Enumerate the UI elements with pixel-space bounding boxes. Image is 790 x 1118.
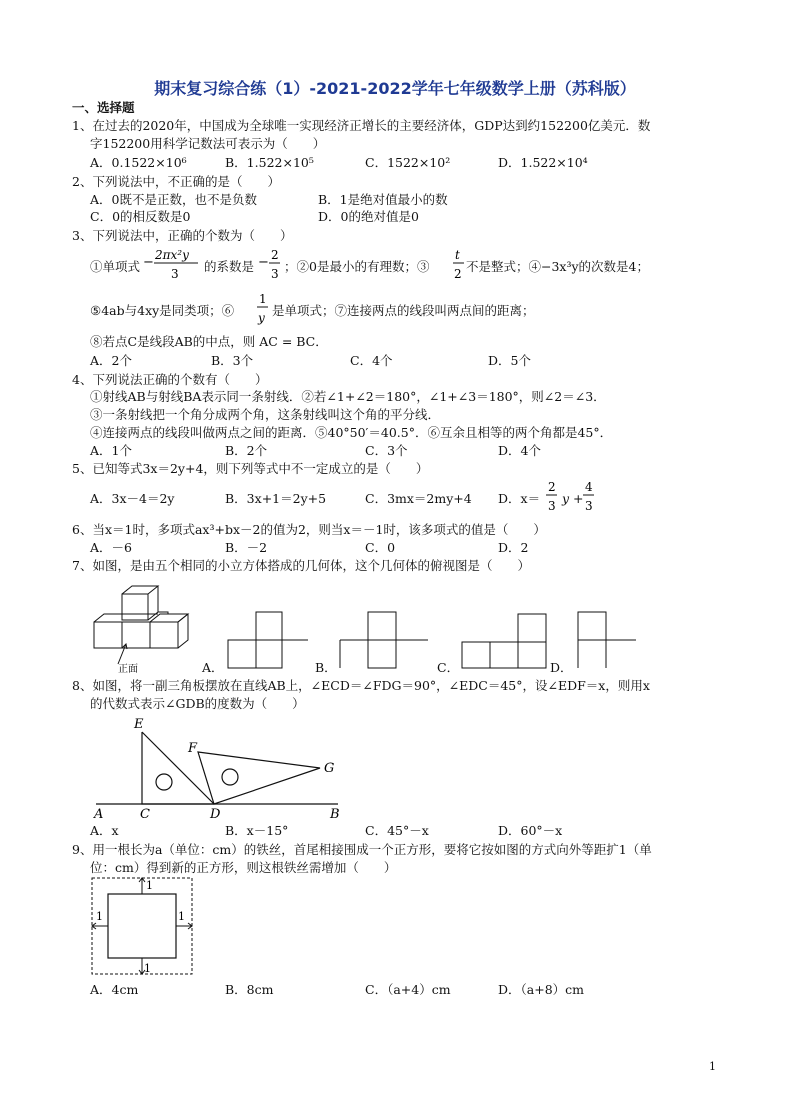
q1-option-b: B．1.522×10⁵ [225,155,314,170]
q3-fraction-t-over-2 [452,246,466,290]
svg-text:B: B [330,807,340,822]
svg-text:1: 1 [144,962,151,975]
q6-line1: 6、当x＝1时，多项式ax³+bx－2的值为2，则当x＝－1时，该多项式的值是（ ） [72,522,546,537]
svg-text:2: 2 [548,480,556,494]
q9-line1: 9、用一根长为a（单位：cm）的铁丝，首尾相接围成一个正方形，要将它按如图的方式向外等距扩1（单 [72,842,652,857]
q2-line1: 2、下列说法中，不正确的是（ ） [72,174,280,189]
q3-line1: 3、下列说法中，正确的个数为（ ） [72,228,293,243]
q7-option-d: D． [550,660,573,675]
q7-option-b: B． [315,660,337,675]
q7-option-c-figure [462,612,552,672]
q9-option-a: A．4cm [90,982,139,997]
q8-line2: 的代数式表示∠GDB的度数为（ ） [90,696,305,711]
q5-fraction-2-over-3 [545,478,559,522]
q1-option-d: D．1.522×10⁴ [498,155,588,170]
q6-option-c: C．0 [365,540,396,555]
q8-line1: 8、如图，将一副三角板摆放在直线AB上，∠ECD＝∠FDG＝90°，∠EDC＝45°，设∠EDF＝x，则用x [72,678,650,693]
q3-option-a: A．2个 [90,353,132,368]
q5-option-c: C．3mx＝2my+4 [365,491,472,506]
q3-statement1d: ；②0是最小的有理数；③ [284,259,430,274]
q9-option-d: D．（a+8）cm [498,982,585,997]
q4-option-c: C．3个 [365,443,408,458]
q1-line2: 字152200用科学记数法可表示为（ ） [90,136,326,151]
q1-line1: 1、在过去的2020年，中国成为全球唯一实现经济正增长的主要经济体，GDP达到约152200亿美元．数 [72,118,651,133]
q7-option-a-figure [228,612,312,672]
svg-text:3: 3 [271,267,279,281]
q2-option-a: A．0既不是正数，也不是负数 [90,192,257,207]
q4-line4: ④连接两点的线段叫做两点之间的距离．⑤40°50′＝40.5°．⑥互余且相等的两个角都是45°． [90,425,613,440]
svg-text:G: G [324,761,335,776]
svg-text:−: − [258,255,269,270]
q7-option-d-figure [578,612,642,672]
q3-statement2a: ⑤4ab与4xy是同类项；⑥ [90,303,235,318]
q4-line1: 4、下列说法正确的个数有（ ） [72,372,268,387]
q3-fraction-1-over-y [256,290,270,334]
q5-line1: 5、已知等式3x＝2y+4，则下列等式中不一定成立的是（ ） [72,461,429,476]
svg-text:y: y [258,311,265,325]
q5-option-d-prefix: D．x＝ [498,491,541,506]
svg-text:3: 3 [585,499,593,513]
q3-option-c: C．4个 [350,353,393,368]
q8-option-a: A．x [90,823,119,838]
q7-line1: 7、如图，是由五个相同的小立方体搭成的几何体，这个几何体的俯视图是（ ） [72,558,530,573]
q5-option-b: B．3x+1＝2y+5 [225,491,327,506]
svg-text:4: 4 [585,480,593,494]
svg-text:E: E [134,717,144,732]
q4-option-d: D．4个 [498,443,541,458]
front-view-label: 正面 [118,664,138,675]
q4-line3: ③一条射线把一个角分成两个角，这条射线叫这个角的平分线． [90,407,441,422]
q5-option-a: A．3x－4＝2y [90,491,175,506]
q9-option-b: B．8cm [225,982,274,997]
page-title: 期末复习综合练（1）-2021-2022学年七年级数学上册（苏科版） [154,79,636,98]
svg-text:1: 1 [146,879,153,892]
q3-option-d: D．5个 [488,353,531,368]
q5-option-d-mid: y + [562,491,584,506]
q3-statement1a: ①单项式 [90,259,141,274]
q7-option-c: C． [437,660,460,675]
q3-fraction-coefficient [143,246,203,290]
svg-text:2: 2 [454,267,462,281]
svg-text:1: 1 [178,910,185,923]
q3-statement2c: 是单项式；⑦连接两点的线段叫两点间的距离； [272,303,535,318]
q8-option-c: C．45°－x [365,823,429,838]
q7-cube-figure [88,584,208,674]
q4-option-b: B．2个 [225,443,268,458]
svg-text:−: − [143,255,154,270]
q9-square-figure [90,876,198,978]
svg-text:C: C [140,807,150,822]
q8-option-b: B．x－15° [225,823,289,838]
q7-option-a: A． [202,660,224,675]
q8-option-d: D．60°－x [498,823,563,838]
q7-option-b-figure [340,612,432,672]
q5-fraction-4-over-3 [582,478,596,522]
page-number: 1 [709,1060,716,1073]
svg-text:2: 2 [271,248,279,262]
q3-fraction-two-thirds [258,246,282,290]
q3-statement1b: 的系数是 [204,259,255,274]
q3-statement1f: 不是整式；④−3x³y的次数是4； [466,259,650,274]
q6-option-a: A．－6 [90,540,132,555]
svg-text:1: 1 [96,910,103,923]
q8-triangle-figure [90,714,350,824]
svg-text:D: D [210,807,221,822]
svg-text:3: 3 [548,499,556,513]
q3-option-b: B．3个 [211,353,254,368]
svg-text:A: A [94,807,104,822]
q3-frac1-den: 3 [171,267,179,281]
q2-option-b: B．1是绝对值最小的数 [318,192,448,207]
q3-statement3: ⑧若点C是线段AB的中点，则 AC = BC． [90,334,328,349]
q1-option-c: C．1522×10² [365,155,451,170]
q6-option-d: D．2 [498,540,529,555]
q2-option-d: D．0的绝对值是0 [318,209,419,224]
q2-option-c: C．0的相反数是0 [90,209,191,224]
q3-frac1-num: 2πx²y [155,248,189,262]
section-heading: 一、选择题 [72,100,135,115]
q4-line2: ①射线AB与射线BA表示同一条射线．②若∠1+∠2＝180°，∠1+∠3＝180°，则∠2＝∠3． [90,389,606,404]
svg-text:F: F [188,741,198,756]
q4-option-a: A．1个 [90,443,132,458]
q1-option-a: A．0.1522×10⁶ [90,155,187,170]
svg-text:1: 1 [259,292,267,306]
svg-text:t: t [455,248,460,262]
q9-line2: 位：cm）得到新的正方形，则这根铁丝需增加（ ） [90,860,397,875]
q9-option-c: C．（a+4）cm [365,982,451,997]
q6-option-b: B．－2 [225,540,268,555]
